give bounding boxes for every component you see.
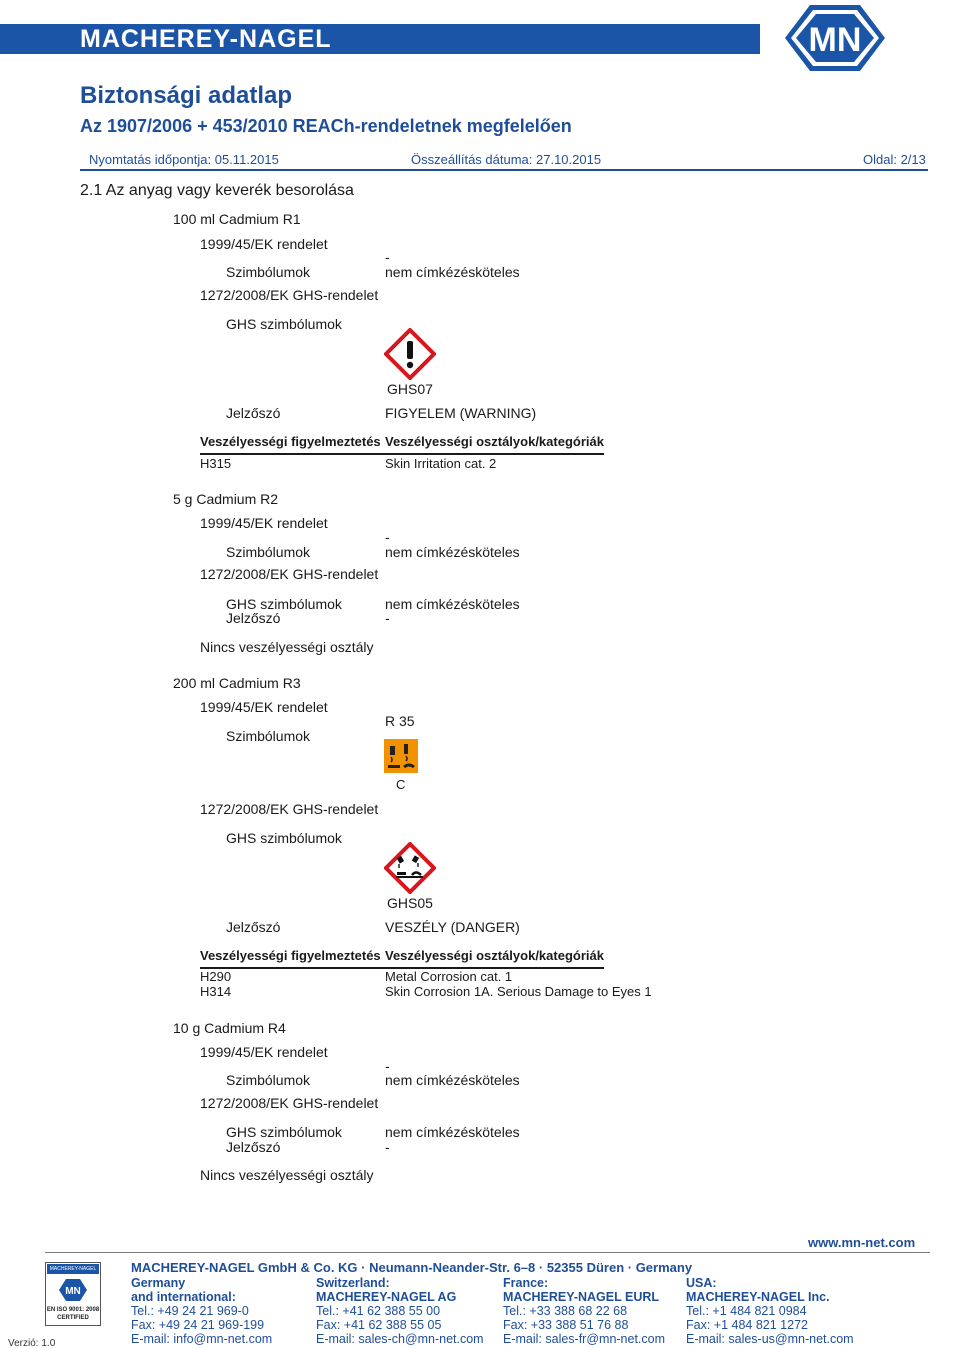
footer-col-email[interactable]: E-mail: info@mn-net.com (131, 1332, 273, 1346)
directive-label: 1999/45/EK rendelet (200, 515, 328, 531)
signal-word-value: VESZÉLY (DANGER) (385, 919, 520, 935)
not-labelled-value: nem címkézésköteles (385, 1072, 520, 1088)
company-address (131, 1260, 692, 1275)
directive-label: 1999/45/EK rendelet (200, 699, 328, 715)
regulation-label: 1272/2008/EK GHS-rendelet (200, 801, 379, 817)
cert-line-2: CERTIFIED (57, 1315, 89, 1321)
print-date: Nyomtatás időpontja: 05.11.2015 (89, 152, 279, 167)
dash-value: - (385, 1139, 390, 1155)
document-title: Biztonsági adatlap (80, 82, 293, 109)
footer-col-head1: Switzerland: (316, 1276, 390, 1290)
footer-col-head2: MACHEREY-NAGEL Inc. (686, 1290, 830, 1304)
hazard-class: Skin Corrosion 1A. Serious Damage to Eyes 1 (385, 984, 652, 999)
document-subtitle: Az 1907/2006 + 453/2010 REACh-rendeletnek megfelelően (80, 116, 572, 136)
section-title: 2.1 Az anyag vagy keverék besorolása (80, 182, 354, 199)
corrosion-pictogram (384, 842, 436, 894)
not-labelled-value: nem címkézésköteles (385, 264, 520, 280)
not-labelled-value: nem címkézésköteles (385, 544, 520, 560)
footer-col-head1: France: (503, 1276, 549, 1290)
footer-col-switzerland (316, 1276, 484, 1346)
symbols-label: Szimbólumok (226, 544, 311, 560)
cert-line-1: EN ISO 9001: 2008 (46, 1307, 100, 1313)
hazard-statement-header: Veszélyességi figyelmeztetés (200, 948, 381, 963)
footer-col-email[interactable]: E-mail: sales-ch@mn-net.com (316, 1332, 484, 1346)
footer-col-head2: and international: (131, 1290, 236, 1304)
hazard-code: H290 (200, 969, 232, 984)
footer-col-email[interactable]: E-mail: sales-us@mn-net.com (686, 1332, 854, 1346)
footer-col-usa (686, 1276, 854, 1346)
hazard-class: Skin Irritation cat. 2 (385, 456, 497, 471)
symbols-label: Szimbólumok (226, 728, 311, 744)
ghs-symbols-label: GHS szimbólumok (226, 596, 342, 612)
dash-value: - (385, 1058, 390, 1074)
ghs-symbols-label: GHS szimbólumok (226, 830, 342, 846)
signal-word-value: FIGYELEM (WARNING) (385, 405, 537, 421)
page-number: Oldal: 2/13 (863, 152, 926, 167)
ghs-code: GHS05 (387, 895, 433, 911)
footer-col-tel: Tel.: +41 62 388 55 00 (316, 1304, 441, 1318)
hazard-code: H315 (200, 456, 232, 471)
product-name: 10 g Cadmium R4 (173, 1020, 286, 1036)
footer-col-fax: Fax: +1 484 821 1272 (686, 1318, 808, 1332)
footer-col-head2: MACHEREY-NAGEL AG (316, 1290, 457, 1304)
regulation-label: 1272/2008/EK GHS-rendelet (200, 566, 379, 582)
r-phrase: R 35 (385, 713, 415, 729)
hazard-table-header (200, 433, 604, 455)
directive-label: 1999/45/EK rendelet (200, 236, 328, 252)
company-address-text: MACHEREY-NAGEL GmbH & Co. KG · Neumann-Neander-Str. 6–8 · 52355 Düren · Germany (131, 1260, 693, 1275)
symbols-label: Szimbólumok (226, 1072, 311, 1088)
footer-col-head2: MACHEREY-NAGEL EURL (503, 1290, 660, 1304)
mn-mini-logo (58, 1278, 88, 1302)
no-hazard-class: Nincs veszélyességi osztály (200, 1167, 374, 1183)
directive-label: 1999/45/EK rendelet (200, 1044, 328, 1060)
footer-col-tel: Tel.: +33 388 68 22 68 (503, 1304, 628, 1318)
cert-top-text: MACHEREY-NAGEL (49, 1266, 97, 1272)
footer-col-fax: Fax: +33 388 51 76 88 (503, 1318, 629, 1332)
hazard-class: Metal Corrosion cat. 1 (385, 969, 513, 984)
footer-col-head1: USA: (686, 1276, 717, 1290)
dash-value: - (385, 529, 390, 545)
footer-col-germany (131, 1276, 272, 1346)
hazard-table-header (200, 947, 604, 969)
footer-col-fax: Fax: +49 24 21 969-199 (131, 1318, 265, 1332)
ghs-symbols-label: GHS szimbólumok (226, 1124, 342, 1140)
signal-word-label: Jelzőszó (226, 405, 281, 421)
regulation-label: 1272/2008/EK GHS-rendelet (200, 287, 379, 303)
ghs-symbols-label: GHS szimbólumok (226, 316, 342, 332)
mn-hexagon-logo (780, 2, 890, 74)
version-label: Verzió: 1.0 (8, 1338, 56, 1348)
brand-name: MACHEREY-NAGEL (80, 25, 332, 53)
not-labelled-value: nem címkézésköteles (385, 1124, 520, 1140)
symbols-label: Szimbólumok (226, 264, 311, 280)
no-hazard-class: Nincs veszélyességi osztály (200, 639, 374, 655)
compile-date: Összeállítás dátuma: 27.10.2015 (411, 152, 602, 167)
ghs-code: GHS07 (387, 381, 433, 397)
exclamation-mark-pictogram (384, 328, 436, 380)
footer-col-email[interactable]: E-mail: sales-fr@mn-net.com (503, 1332, 666, 1346)
signal-word-label: Jelzőszó (226, 919, 281, 935)
product-name: 100 ml Cadmium R1 (173, 211, 301, 227)
product-name: 5 g Cadmium R2 (173, 491, 279, 507)
hazard-classes-header: Veszélyességi osztályok/kategóriák (385, 434, 604, 449)
header-divider (80, 169, 928, 171)
website-link[interactable]: www.mn-net.com (808, 1235, 916, 1250)
hazard-classes-header: Veszélyességi osztályok/kategóriák (385, 948, 604, 963)
hazard-statement-header: Veszélyességi figyelmeztetés (200, 434, 381, 449)
not-labelled-value: nem címkézésköteles (385, 596, 520, 612)
logo-text: MN (808, 21, 862, 59)
corrosive-orange-square-icon (384, 739, 418, 773)
hazard-code: H314 (200, 984, 232, 999)
product-name: 200 ml Cadmium R3 (173, 675, 301, 691)
eu-symbol-letter: C (396, 777, 406, 792)
svg-text:MN: MN (65, 1286, 81, 1297)
footer-col-head1: Germany (131, 1276, 186, 1290)
footer-col-fax: Fax: +41 62 388 55 05 (316, 1318, 442, 1332)
footer-col-tel: Tel.: +49 24 21 969-0 (131, 1304, 249, 1318)
footer-col-tel: Tel.: +1 484 821 0984 (686, 1304, 807, 1318)
footer-col-france (503, 1276, 665, 1346)
signal-word-label: Jelzőszó (226, 610, 281, 626)
dash-value: - (385, 249, 390, 265)
footer-divider (45, 1252, 930, 1253)
regulation-label: 1272/2008/EK GHS-rendelet (200, 1095, 379, 1111)
signal-word-label: Jelzőszó (226, 1139, 281, 1155)
dash-value: - (385, 610, 390, 626)
